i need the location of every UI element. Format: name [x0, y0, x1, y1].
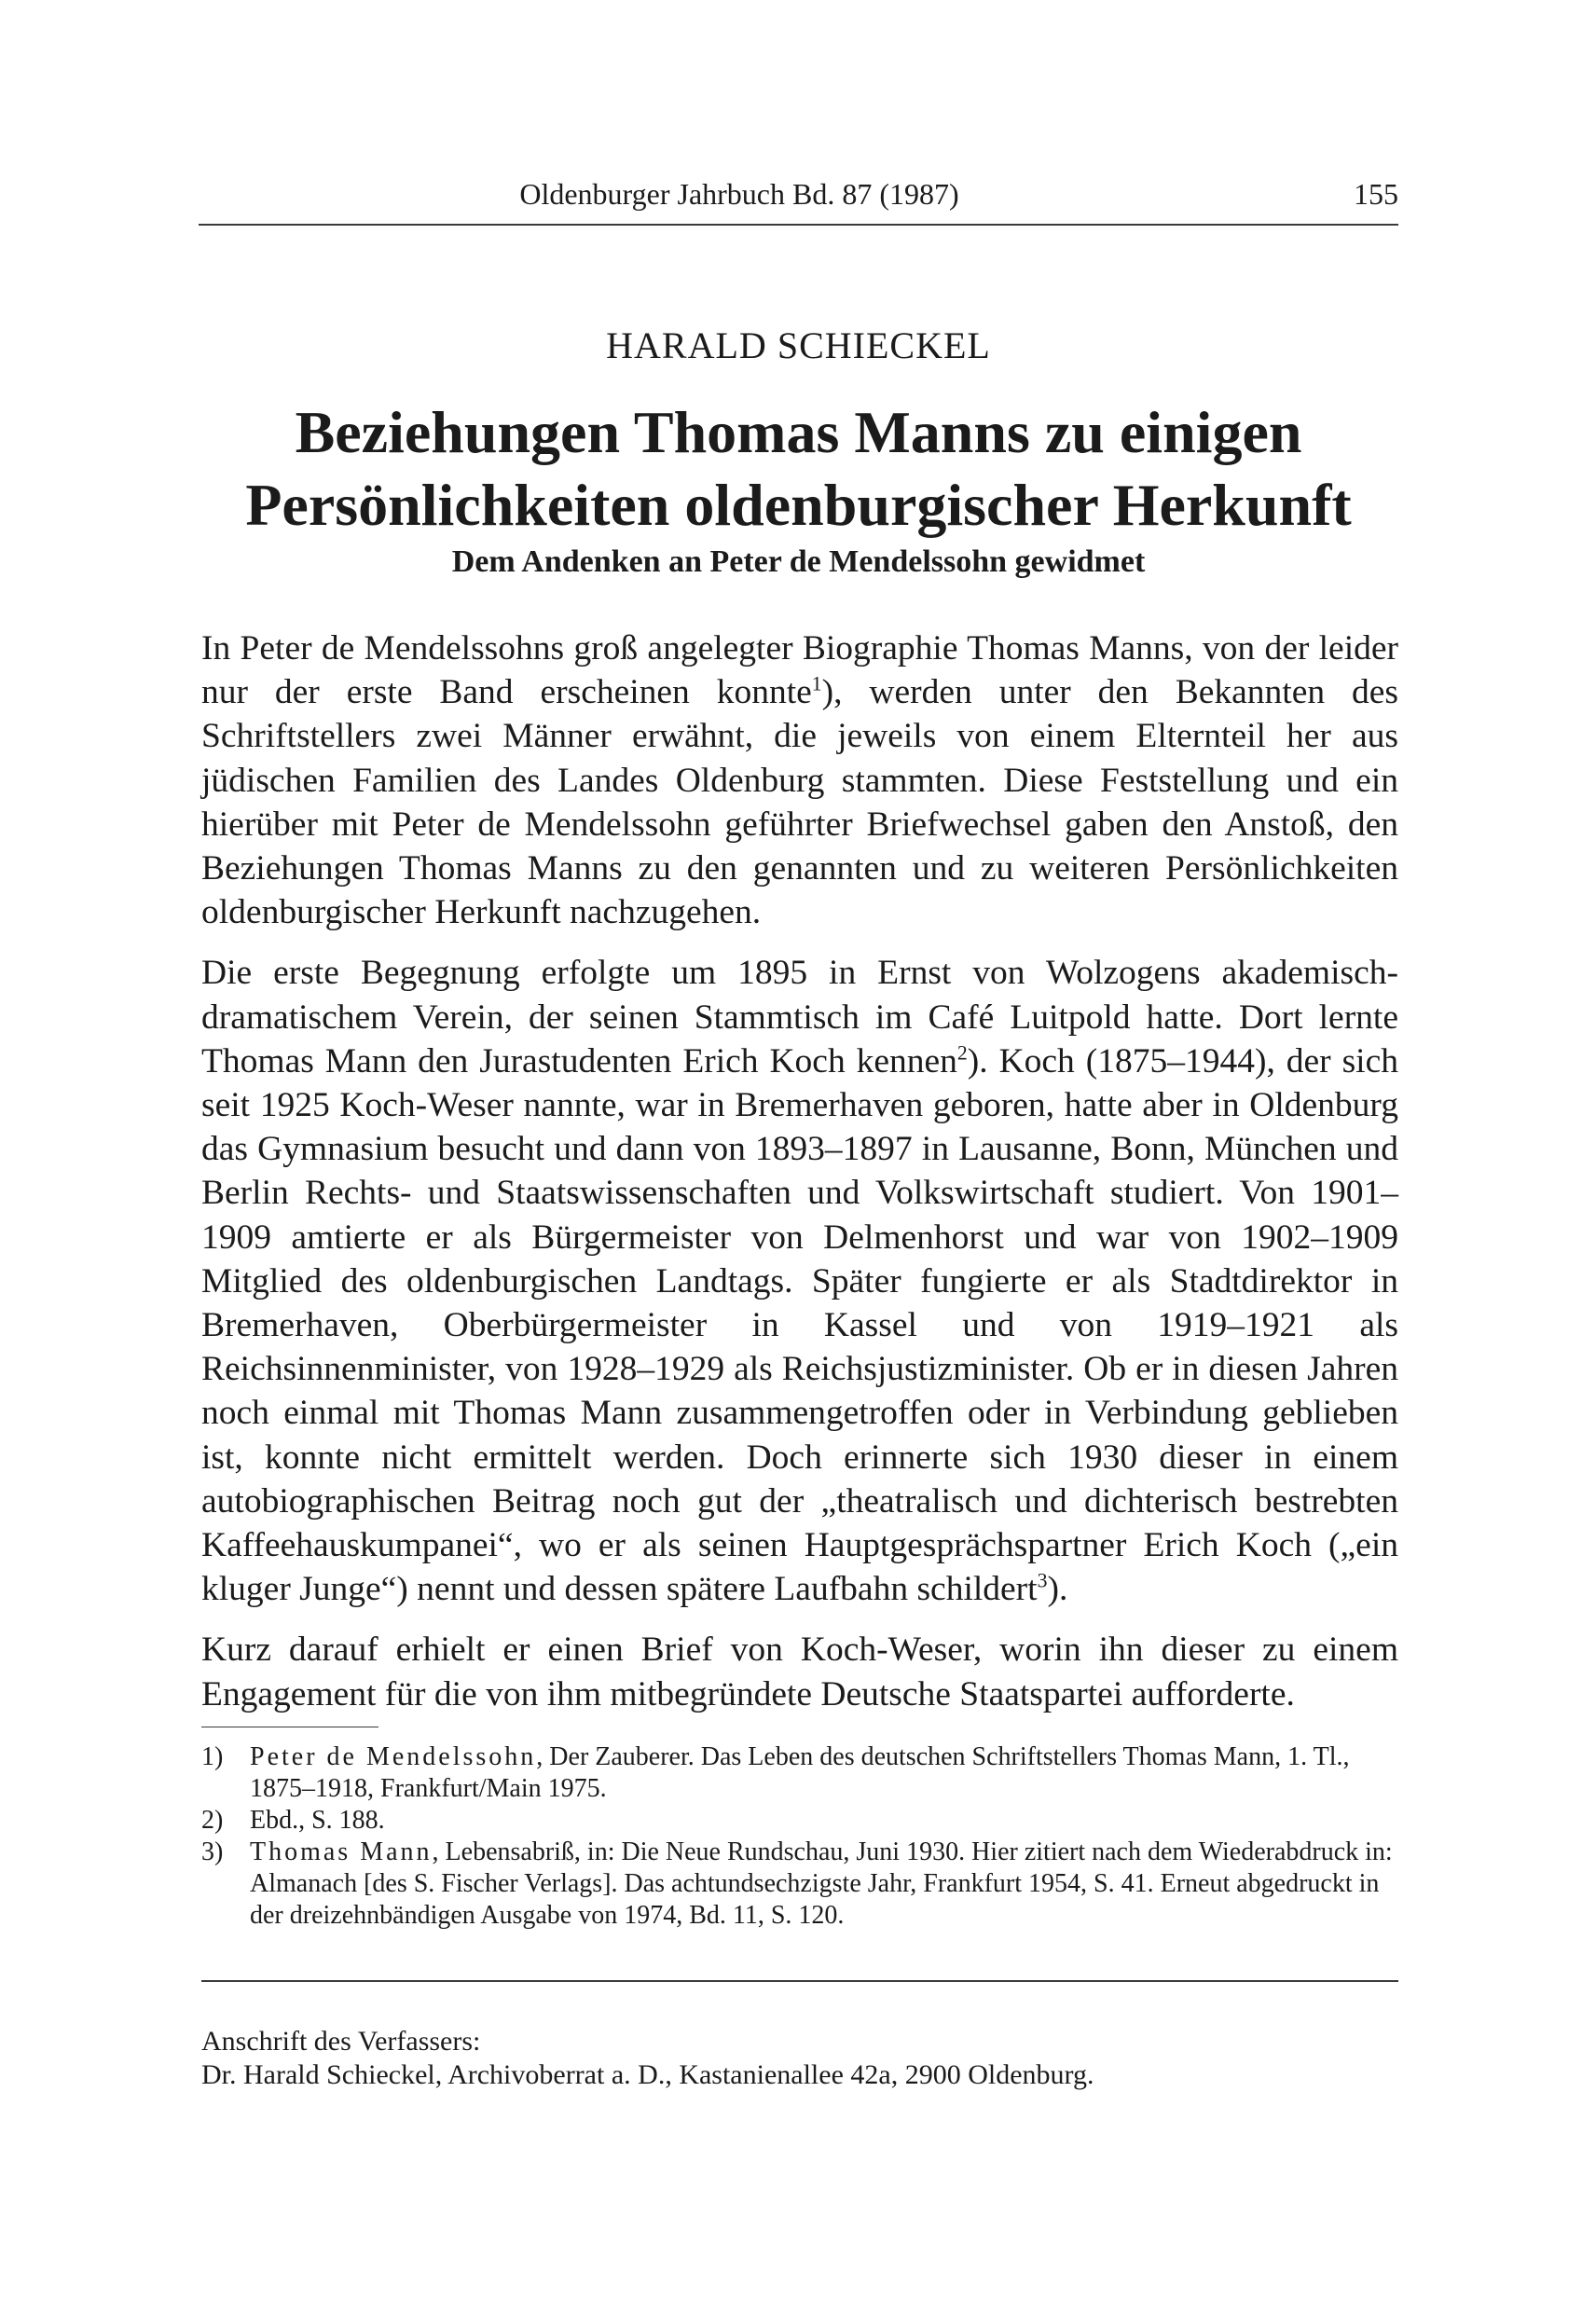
- running-header: [199, 171, 1398, 217]
- author-address: [201, 2025, 1398, 2092]
- article-body: [201, 626, 1398, 1733]
- footnote-text: Ebd., S. 188.: [250, 1806, 385, 1835]
- footnote-1: [201, 1741, 1398, 1805]
- paragraph-1-text-b: ), werden unter den Bekannten des Schriftstellers zwei Männer erwähnt, die jeweils von einem Elternteil her aus jüdischen Familien des Landes Oldenburg stammten. Diese Feststellung und ein hierüber mit Peter de Mendelssohn geführter Briefwechsel gaben den Anstoß, den Beziehungen Thomas Manns zu den genannten und zu weiteren Persönlichkeiten oldenburgischer Herkunft nachzugehen.: [201, 673, 1398, 932]
- paragraph-2: [201, 951, 1398, 1611]
- dedication: Dem Andenken an Peter de Mendelssohn gewidmet: [451, 544, 1146, 579]
- address-line: Dr. Harald Schieckel, Archivoberrat a. D., Kastanienallee 42a, 2900 Oldenburg.: [201, 2059, 1094, 2090]
- paragraph-3: Kurz darauf erhielt er einen Brief von Koch-Weser, worin ihn dieser zu einem Engagement für die von ihm mitbegründete Deutsche Staatspartei aufforderte.: [201, 1631, 1398, 1713]
- footnote-ref-1: 1: [811, 672, 822, 695]
- paragraph-2-text-c: ).: [1047, 1570, 1068, 1609]
- footnote-ref-3: 3: [1037, 1569, 1048, 1592]
- address-rule: [201, 1980, 1398, 1982]
- footnote-text: , Lebensabriß, in: Die Neue Rundschau, Juni 1930. Hier zitiert nach dem Wiederabdruck in: Almanach [des S. Fischer Verlags]. Das achtundsechzigste Jahr, Frankfurt 1954, S. 41. Erneut abgedruckt in der dreizehnbändigen Ausgabe von 1974, Bd. 11, S. 120.: [250, 1837, 1393, 1930]
- footnote-text: , Der Zauberer. Das Leben des deutschen Schriftstellers Thomas Mann, 1. Tl., 1875–1918, Frankfurt/Main 1975.: [250, 1742, 1350, 1803]
- title-line-1: Beziehungen Thomas Manns zu einigen: [295, 399, 1302, 465]
- journal-title: Oldenburger Jahrbuch Bd. 87 (1987): [519, 177, 959, 211]
- page-number: 155: [1354, 177, 1398, 211]
- footnote-mark: 1): [201, 1742, 224, 1771]
- address-label: Anschrift des Verfassers:: [201, 2026, 481, 2057]
- footnote-ref-2: 2: [956, 1041, 968, 1065]
- footnote-author: Thomas Mann: [250, 1837, 433, 1866]
- footnote-author: Peter de Mendelssohn: [250, 1742, 537, 1771]
- footnote-2: [201, 1805, 1398, 1837]
- footnotes: [201, 1741, 1398, 1932]
- paragraph-1: [201, 626, 1398, 934]
- title-line-2: Persönlichkeiten oldenburgischer Herkunft: [245, 472, 1352, 538]
- article-author: HARALD SCHIECKEL: [606, 324, 991, 366]
- paragraph-2-text-a: Die erste Begegnung erfolgte um 1895 in Ernst von Wolzogens akademisch-dramatischem Verein, der seinen Stammtisch im Café Luitpold hatte. Dort lernte Thomas Mann den Jurastudenten Erich Koch kennen: [201, 954, 1398, 1080]
- header-rule: [199, 224, 1398, 226]
- paragraph-1-text-a: In Peter de Mendelssohns groß angelegter Biographie Thomas Manns, von der leider nur der erste Band erscheinen konnte: [201, 629, 1398, 712]
- article-title: [199, 396, 1398, 542]
- footnote-3: [201, 1837, 1398, 1932]
- paragraph-2-text-b: ). Koch (1875–1944), der sich seit 1925 Koch-Weser nannte, war in Bremerhaven geboren, hatte aber in Oldenburg das Gymnasium besucht und dann von 1893–1897 in Lausanne, Bonn, München und Berlin Rechts- und Staatswissenschaften und Volkswirtschaft studiert. Von 1901–1909 amtierte er als Bürgermeister von Delmenhorst und war von 1902–1909 Mitglied des oldenburgischen Landtags. Später fungierte er als Stadtdirektor in Bremerhaven, Oberbürgermeister in Kassel und von 1919–1921 als Reichsinnenminister, von 1928–1929 als Reichsjustizminister. Ob er in diesen Jahren noch einmal mit Thomas Mann zusammengetroffen oder in Verbindung geblieben ist, konnte nicht ermittelt werden. Doch erinnerte sich 1930 dieser in einem autobiographischen Beitrag noch gut der „theatralisch und dichterisch bestrebten Kaffeehauskumpanei“, wo er als seinen Hauptgesprächspartner Erich Koch („ein kluger Junge“) nennt und dessen spätere Laufbahn schildert: [201, 1041, 1398, 1609]
- footnote-mark: 2): [201, 1806, 224, 1835]
- footnote-mark: 3): [201, 1837, 224, 1866]
